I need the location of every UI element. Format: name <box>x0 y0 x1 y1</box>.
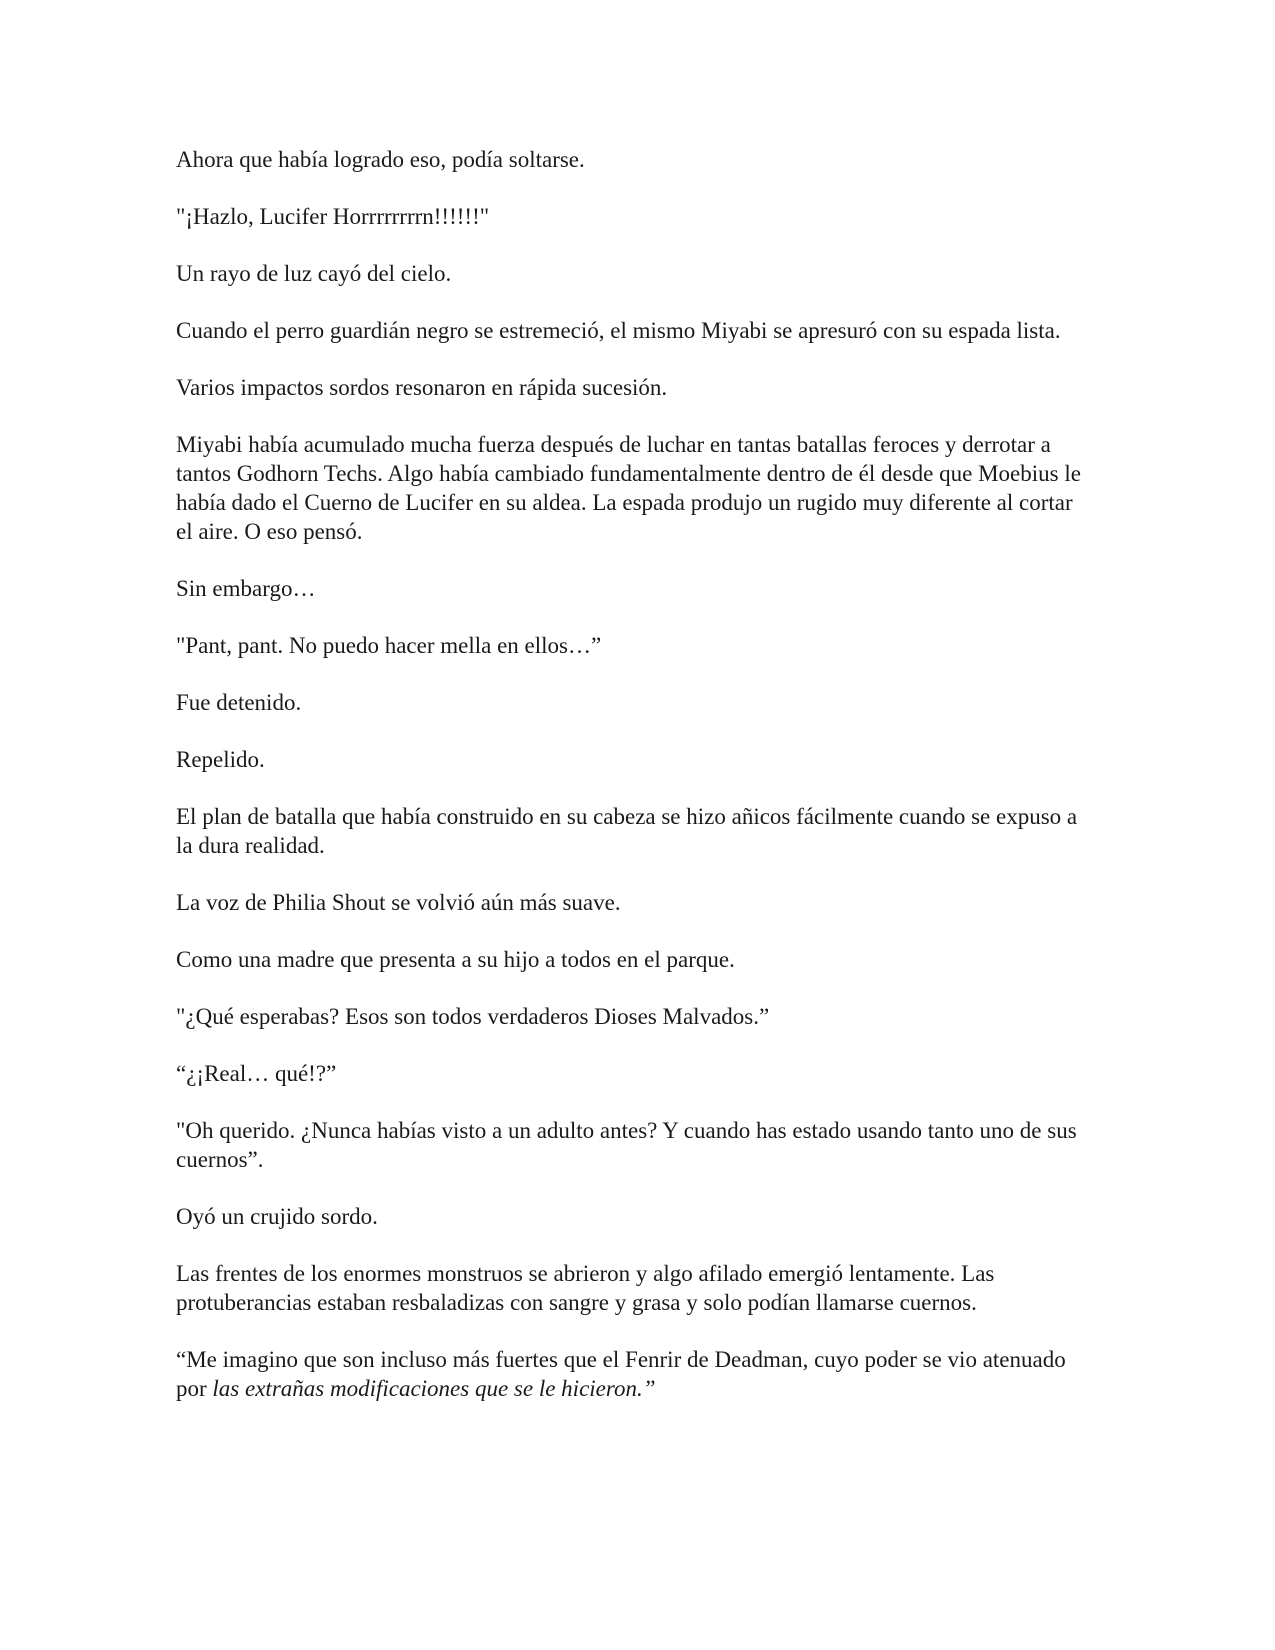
paragraph: Repelido. <box>176 747 265 772</box>
paragraph: La voz de Philia Shout se volvió aún más suave. <box>176 890 621 915</box>
document-page <box>176 145 1091 1431</box>
paragraph: "Oh querido. ¿Nunca habías visto a un adulto antes? Y cuando has estado usando tanto uno de sus cuernos”. <box>176 1118 1077 1172</box>
paragraph: Las frentes de los enormes monstruos se abrieron y algo afilado emergió lentamente. Las protuberancias estaban resbaladizas con sangre y grasa y solo podían llamarse cuernos. <box>176 1261 995 1315</box>
paragraph: "¡Hazlo, Lucifer Horrrrrrrrn!!!!!!" <box>176 204 490 229</box>
paragraph: "¿Qué esperabas? Esos son todos verdaderos Dioses Malvados.” <box>176 1004 770 1029</box>
paragraph: Sin embargo… <box>176 576 316 601</box>
last-paragraph-italic-text: las extrañas modificaciones que se le hicieron.” <box>212 1376 656 1401</box>
paragraph: Varios impactos sordos resonaron en rápida sucesión. <box>176 375 668 400</box>
last-paragraph <box>176 1345 1091 1403</box>
paragraph: Miyabi había acumulado mucha fuerza después de luchar en tantas batallas feroces y derrotar a tantos Godhorn Techs. Algo había cambiado fundamentalmente dentro de él desde que Moebius le había dado el Cuerno de Lucifer en su aldea. La espada produjo un rugido muy diferente al cortar el aire. O eso pensó. <box>176 432 1081 544</box>
paragraph: Un rayo de luz cayó del cielo. <box>176 261 452 286</box>
paragraph: Como una madre que presenta a su hijo a todos en el parque. <box>176 947 735 972</box>
paragraph: Fue detenido. <box>176 690 302 715</box>
paragraph: El plan de batalla que había construido en su cabeza se hizo añicos fácilmente cuando se expuso a la dura realidad. <box>176 804 1078 858</box>
paragraph: “¿¡Real… qué!?” <box>176 1061 337 1086</box>
last-paragraph-plain-text: “Me imagino que son incluso más fuertes que el Fenrir de Deadman, cuyo poder se vio atenuado por <box>176 1347 1066 1401</box>
paragraph: Cuando el perro guardián negro se estremeció, el mismo Miyabi se apresuró con su espada lista. <box>176 318 1061 343</box>
paragraph: Oyó un crujido sordo. <box>176 1204 378 1229</box>
paragraph: Ahora que había logrado eso, podía soltarse. <box>176 147 585 172</box>
paragraph: "Pant, pant. No puedo hacer mella en ellos…” <box>176 633 602 658</box>
